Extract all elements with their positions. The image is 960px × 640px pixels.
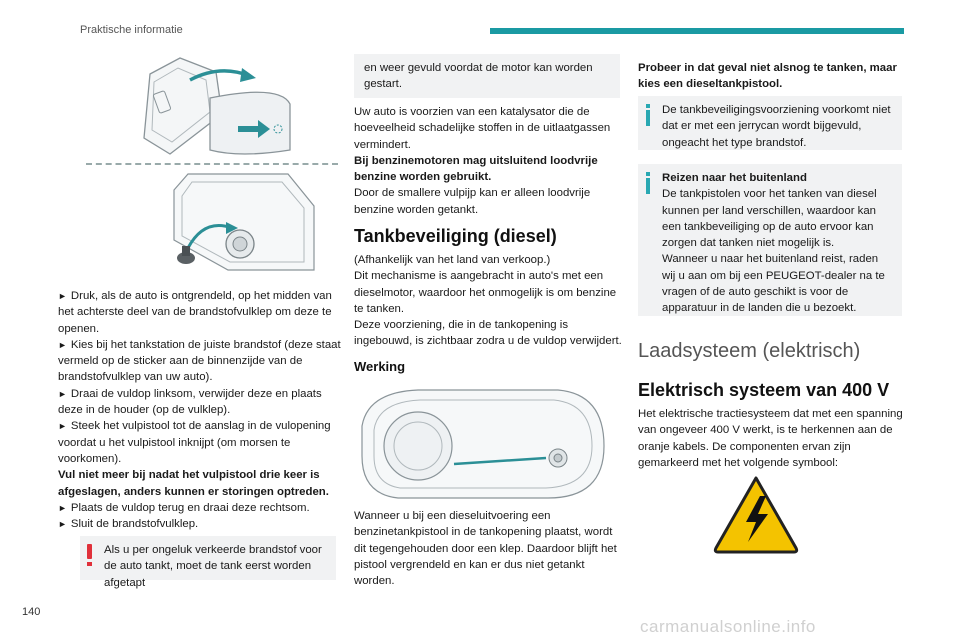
warning-note-continued: en weer gevuld voordat de motor kan worden gestart.	[354, 54, 620, 98]
info-icon	[646, 104, 650, 126]
column-1	[58, 288, 342, 532]
werking-text: Wanneer u bij een dieseluitvoering een benzinetankpistool in de tankopening plaatst, wordt dit tegengehouden door een klep. Daardoor blijft het pistool vergrendeld en kan er dus niet getankt worden.	[354, 510, 617, 588]
step: ► Druk, als de auto is ontgrendeld, op het midden van het achterste deel van de brandstofvulklep om deze te openen.	[58, 290, 332, 335]
header-accent-bar	[490, 28, 904, 34]
info-note-abroad: Reizen naar het buitenland De tankpistolen voor het tanken van diesel kunnen per land verschillen, waardoor kan een tankbeveiliging op de auto ervoor kan zorgen dat tanken niet mogelijk is. Wanneer u naar het buitenland reist, raden wij u aan om bij een PEUGEOT-dealer na te vragen of de auto geschikt is voor de apparatuur in de landen die u bezoekt.	[638, 164, 902, 316]
diesel-filler-illustration	[358, 386, 608, 502]
heading-laadsysteem: Laadsysteem (elektrisch)	[638, 340, 861, 362]
bold-warning: Vul niet meer bij nadat het vulpistool drie keer is afgeslagen, anders kunnen er storingen optreden.	[58, 469, 329, 498]
heading-elektrisch-systeem: Elektrisch systeem van 400 V	[638, 380, 890, 400]
info-icon	[646, 172, 650, 194]
section-title: Praktische informatie	[80, 24, 183, 36]
warning-note: Als u per ongeluk verkeerde brandstof voor de auto tankt, moet de tank eerst worden afgetapt	[80, 536, 336, 580]
bold-intro: Probeer in dat geval niet alsnog te tanken, maar kies een dieseltankpistool.	[638, 62, 897, 91]
info-note-jerrycan: De tankbeveiligingsvoorziening voorkomt niet dat er met een jerrycan wordt bijgevuld, ongeacht het type brandstof.	[638, 96, 902, 150]
step: ► Draai de vuldop linksom, verwijder deze en plaats deze in de houder (op de vulklep).	[58, 387, 322, 417]
fuel-cap-illustration	[168, 170, 318, 276]
step: ► Kies bij het tankstation de juiste brandstof (deze staat vermeld op de sticker aan de binnenzijde van de brandstofvulklep van uw auto).	[58, 338, 341, 384]
page-number: 140	[22, 606, 41, 618]
step: ► Plaats de vuldop terug en draai deze rechtsom.	[58, 501, 310, 514]
tank-protection-text: (Afhankelijk van het land van verkoop.) Dit mechanisme is aangebracht in auto's met een dieselmotor, waardoor het onmogelijk is om benzine te tanken. Deze voorziening, die in de tankopening is ingebouwd, is zichtbaar zodra u de vuldop verwijdert.	[354, 254, 622, 348]
watermark: carmanualsonline.info	[640, 617, 816, 636]
heading-werking: Werking	[354, 359, 406, 374]
step: ► Sluit de brandstofvulklep.	[58, 518, 199, 531]
fuel-flap-illustration	[130, 54, 300, 160]
heading-tankbeveiliging: Tankbeveiliging (diesel)	[354, 226, 557, 246]
step: ► Steek het vulpistool tot de aanslag in de vulopening voordat u het vulpistool inknijpt (om morsen te voorkomen).	[58, 420, 331, 465]
high-voltage-warning-icon	[712, 474, 800, 554]
illustration-divider	[86, 163, 338, 165]
catalyst-text: Uw auto is voorzien van een katalysator die de hoeveelheid schadelijke stoffen in de uitlaatgassen vermindert. Bij benzinemotoren mag uitsluitend loodvrije benzine worden gebruikt. Door de smallere vulpijp kan er alleen loodvrije benzine worden getankt.	[354, 106, 611, 216]
warning-icon	[87, 544, 92, 566]
electric-system-text: Het elektrische tractiesysteem dat met een spanning van ongeveer 400 V werkt, is te herkennen aan de oranje kabels. De componenten ervan zijn gemarkeerd met het volgende symbool:	[638, 408, 903, 469]
